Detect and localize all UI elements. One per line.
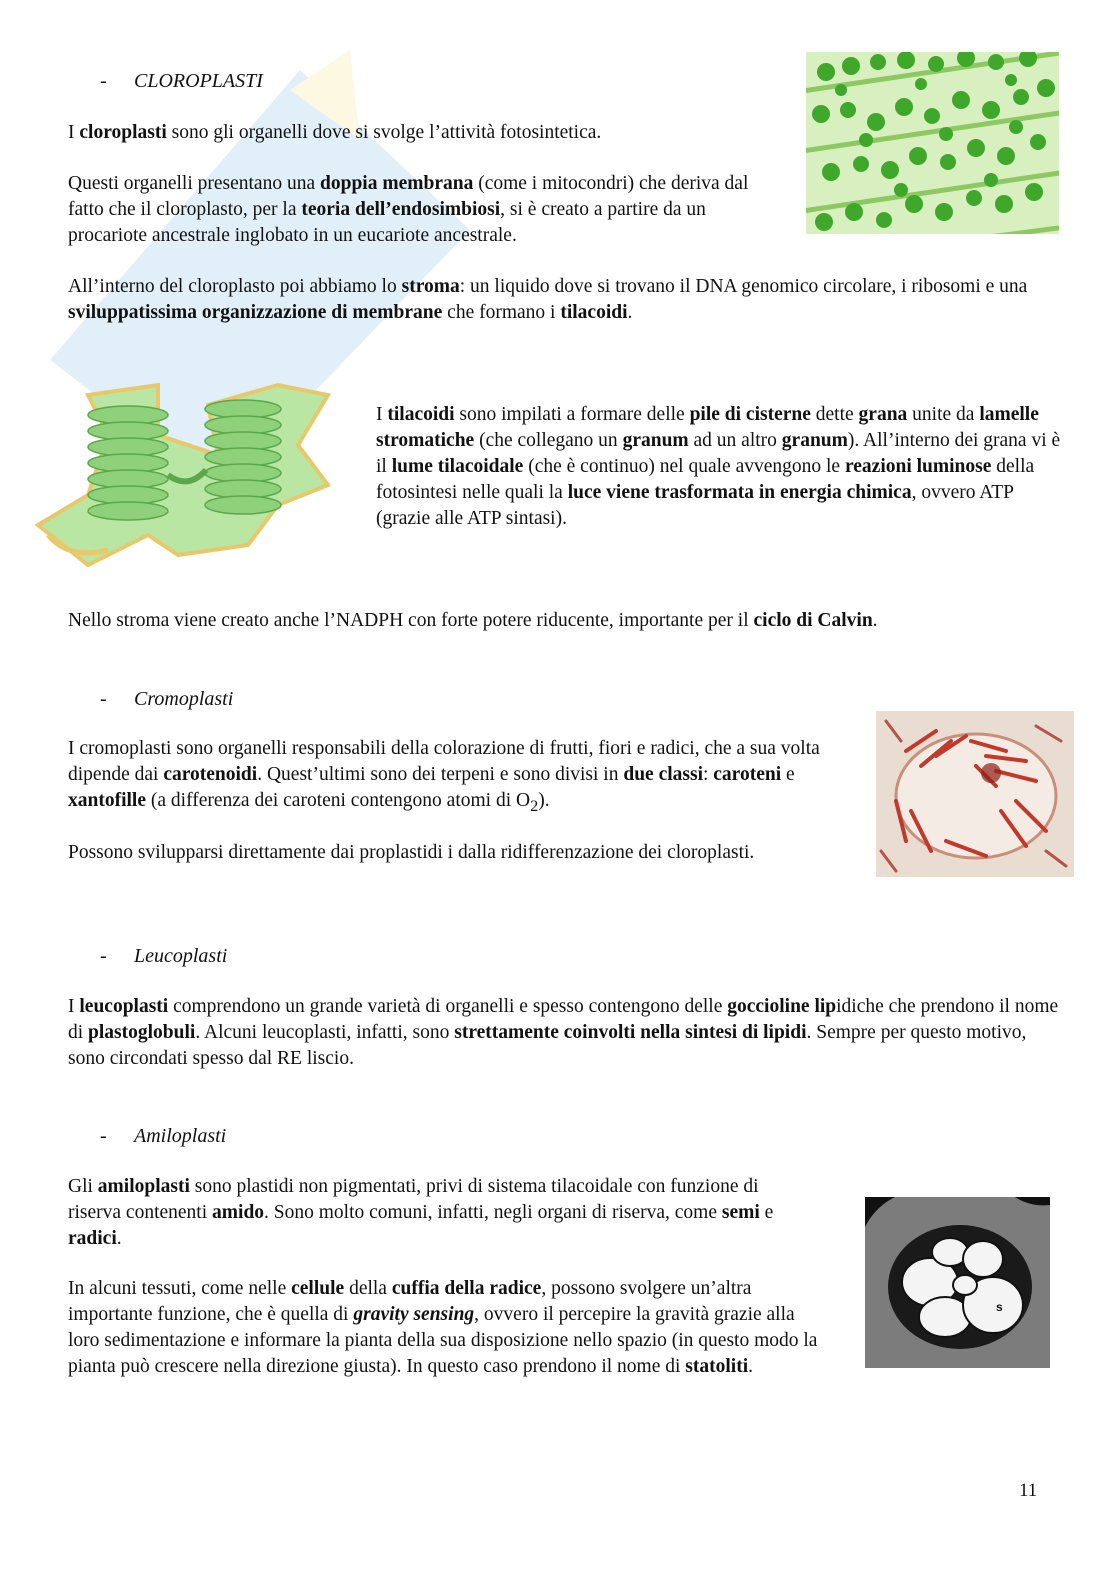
paragraph-nadph: Nello stroma viene creato anche l’NADPH con forte potere riducente, importante per il ciclo di Calvin. xyxy=(68,610,878,631)
paragraph-cromoplasti-sviluppo: Possono svilupparsi direttamente dai proplastidi i dalla ridifferenzazione dei cloroplasti. xyxy=(68,842,755,863)
paragraph-cloroplasti-intro: I cloroplasti sono gli organelli dove si svolge l’attività fotosintetica. xyxy=(68,122,602,143)
paragraph-amiloplasti-riserva: Gli amiloplasti sono plastidi non pigmentati, privi di sistema tilacoidale con funzione di riserva contenenti amido. Sono molto comuni, infatti, negli organi di riserva, come semi e radici. xyxy=(68,1176,774,1249)
heading-cloroplasti: - CLOROPLASTI xyxy=(100,70,263,92)
page-number: 11 xyxy=(1019,1480,1038,1501)
paragraph-amiloplasti-gravity: In alcuni tessuti, come nelle cellule della cuffia della radice, possono svolgere un’altra importante funzione, che è quella di gravity sensing, ovvero il percepire la gravità grazie alla loro sedimentazione e informare la pianta della sua disposizione nello spazio (in questo modo la pianta può crescere nella direzione giusta). In questo caso prendono il nome di statoliti. xyxy=(68,1278,818,1377)
chromoplast-micrograph-image xyxy=(876,711,1074,877)
paragraph-cromoplasti-colorazione: I cromoplasti sono organelli responsabili della colorazione di frutti, fiori e radici, che a sua volta dipende dai carotenoidi. Quest’ultimi sono dei terpeni e sono divisi in due classi: caroteni e xantofille (a differenza dei caroteni contengono atomi di $O_2$). xyxy=(68,738,820,815)
paragraph-tilacoidi: I tilacoidi sono impilati a formare delle pile di cisterne dette grana unite da lamelle stromatiche (che collegano un granum ad un altro granum). All’interno dei grana vi è il lume tilacoidale (che è continuo) nel quale avvengono le reazioni luminose della fotosintesi nelle quali la luce viene trasformata in energia chimica, ovvero ATP (grazie alle ATP sintasi). xyxy=(376,404,1061,529)
paragraph-leucoplasti: I leucoplasti comprendono un grande varietà di organelli e spesso contengono delle goccioline lipidiche che prendono il nome di plastoglobuli. Alcuni leucoplasti, infatti, sono strettamente coinvolti nella sintesi di lipidi. Sempre per questo motivo, sono circondati spesso dal RE liscio. xyxy=(68,996,1059,1069)
heading-cromoplasti: - Cromoplasti xyxy=(100,688,234,710)
micrograph-label: s xyxy=(996,1300,1003,1314)
paragraph-cloroplasti-stroma: All’interno del cloroplasto poi abbiamo lo stroma: un liquido dove si trovano il DNA genomico circolare, i ribosomi e una sviluppatissima organizzazione di membrane che formano i tilacoidi. xyxy=(68,276,1028,323)
amyloplast-micrograph-image xyxy=(865,1197,1050,1368)
paragraph-cloroplasti-membrana: Questi organelli presentano una doppia membrana (come i mitocondri) che deriva dal fatto che il cloroplasto, per la teoria dell’endosimbiosi, si è creato a partire da un procariote ancestrale inglobato in un eucariote ancestrale. xyxy=(68,173,749,246)
chloroplast-cells-image xyxy=(806,52,1059,234)
heading-leucoplasti: - Leucoplasti xyxy=(100,945,228,967)
heading-amiloplasti: - Amiloplasti xyxy=(100,1125,227,1147)
thylakoid-grana-illustration xyxy=(28,375,343,567)
